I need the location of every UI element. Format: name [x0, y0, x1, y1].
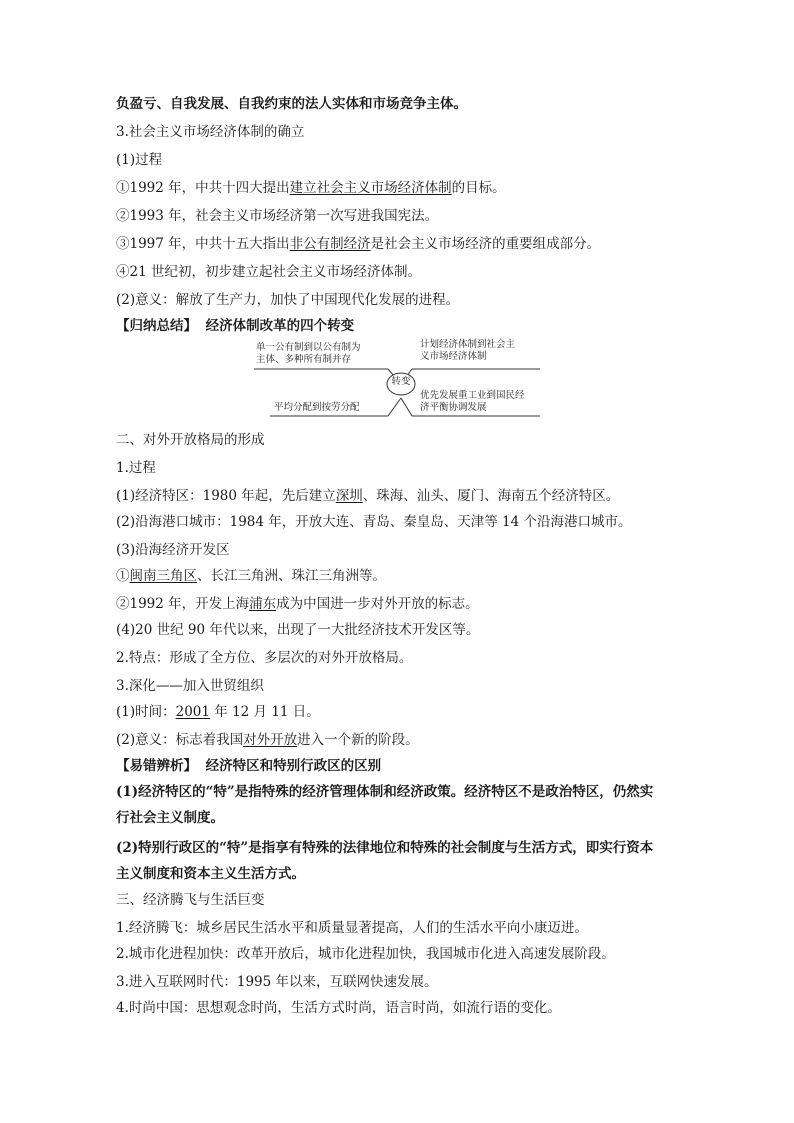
- label-line: 优先发展重工业到国民经: [420, 390, 525, 401]
- text: 、长江三角洲、珠江三角洲等。: [197, 568, 386, 584]
- underlined-keyword: 非公有制经济: [289, 236, 371, 252]
- list-item-fashion: [116, 998, 686, 1018]
- label-ownership: [256, 342, 361, 366]
- list-item-wto: [116, 676, 686, 696]
- list-item-pudong: [116, 594, 686, 614]
- section-heading-2: [116, 430, 686, 450]
- section-heading-3-growth: [116, 890, 686, 910]
- section-heading-3: [116, 122, 686, 142]
- label-development: [420, 390, 525, 414]
- text: 的目标。: [451, 180, 506, 196]
- list-item-1992: [116, 178, 686, 198]
- text: ②1993 年，社会主义市场经济第一次写进我国宪法。: [116, 208, 439, 224]
- text: 1.经济腾飞：城乡居民生活水平和质量显著提高，人们的生活水平向小康迈进。: [116, 920, 588, 936]
- text: ①1992 年，中共十四大提出: [116, 180, 290, 196]
- distinction-paragraph-1: [116, 782, 686, 802]
- text: 二、对外开放格局的形成: [116, 432, 265, 448]
- text: (2)沿海港口城市：1984 年，开放大连、青岛、秦皇岛、天津等 14 个沿海港口城市。: [116, 514, 632, 530]
- text: (4)20 世纪 90 年代以来，出现了一大批经济技术开发区等。: [116, 622, 480, 638]
- text: 3.进入互联网时代：1995 年以来，互联网快速发展。: [116, 974, 438, 990]
- label-line: 平均分配到按劳分配: [274, 402, 360, 413]
- text: (2)特别行政区的“特”是指享有特殊的法律地位和特殊的社会制度与生活方式，即实行资本: [116, 840, 654, 856]
- list-item-deltas: [116, 566, 686, 586]
- text: (1)时间：: [116, 704, 176, 720]
- label-line: 义市场经济体制: [420, 351, 487, 362]
- text: 2.城市化进程加快：改革开放后，城市化进程加快，我国城市化进入高速发展阶段。: [116, 946, 615, 962]
- text: ②1992 年，开发上海: [116, 596, 250, 612]
- list-item-economy: [116, 918, 686, 938]
- list-item-time: [116, 702, 686, 722]
- text: (1)过程: [116, 152, 163, 168]
- text: (2)意义：解放了生产力，加快了中国现代化发展的进程。: [116, 292, 460, 308]
- text: 负盈亏、自我发展、自我约束的法人实体和市场竞争主体。: [116, 96, 467, 112]
- text: 年 12 月 11 日。: [209, 704, 320, 720]
- text: 3.社会主义市场经济体制的确立: [116, 124, 305, 140]
- list-item-1993: [116, 206, 686, 226]
- text: (1)经济特区：1980 年起，先后建立: [116, 488, 336, 504]
- text: (1)经济特区的“特”是指特殊的经济管理体制和经济政策。经济特区不是政治特区，仍然实: [116, 784, 654, 800]
- underlined-keyword: 建立社会主义市场经济体制: [289, 180, 452, 196]
- list-item-coastal-zones: [116, 540, 686, 560]
- list-item-meaning: [116, 730, 686, 750]
- underlined-keyword: 2001: [175, 704, 210, 720]
- underlined-keyword: 浦东: [249, 596, 277, 612]
- text: ①: [116, 568, 130, 584]
- text: (2)意义：标志着我国: [116, 732, 244, 748]
- text: ④21 世纪初，初步建立起社会主义市场经济体制。: [116, 264, 421, 280]
- list-item-features: [116, 648, 686, 668]
- text: 主义制度和资本主义生活方式。: [116, 866, 305, 882]
- text: 成为中国进一步对外开放的标志。: [276, 596, 479, 612]
- list-item-1997: [116, 234, 686, 254]
- underlined-keyword: 深圳: [335, 488, 363, 504]
- text: 3.深化——加入世贸组织: [116, 678, 264, 694]
- distinction-tag: 【易错辨析】: [116, 758, 197, 774]
- text: ③1997 年，中共十五大指出: [116, 236, 290, 252]
- list-item-internet: [116, 972, 686, 992]
- reform-transition-diagram: [250, 336, 545, 420]
- distinction-paragraph-2-cont: [116, 864, 686, 884]
- list-item-significance: [116, 290, 686, 310]
- underlined-keyword: 对外开放: [243, 732, 298, 748]
- text: 经济体制改革的四个转变: [205, 318, 355, 334]
- paragraph-continuation: [116, 94, 686, 114]
- list-item-coastal-cities: [116, 512, 686, 532]
- label-line: 济平衡协调发展: [420, 402, 487, 413]
- text: 、珠海、汕头、厦门、海南五个经济特区。: [362, 488, 620, 504]
- text: 2.特点：形成了全方位、多层次的对外开放格局。: [116, 650, 413, 666]
- text: 三、经济腾飞与生活巨变: [116, 892, 265, 908]
- underlined-keyword: 闽南三角区: [129, 568, 197, 584]
- distinction-paragraph-2: [116, 838, 686, 858]
- summary-heading: [116, 316, 686, 336]
- text: 1.过程: [116, 460, 156, 476]
- text: 4.时尚中国：思想观念时尚，生活方式时尚，语言时尚，如流行语的变化。: [116, 1000, 561, 1016]
- center-label: 转变: [391, 376, 411, 387]
- summary-tag: 【归纳总结】: [116, 318, 197, 334]
- list-item-dev-zones: [116, 620, 686, 640]
- distinction-heading: [116, 756, 686, 776]
- text: 进入一个新的阶段。: [297, 732, 419, 748]
- text: (3)沿海经济开发区: [116, 542, 230, 558]
- list-item-sez: [116, 486, 686, 506]
- text: 行社会主义制度。: [116, 810, 224, 826]
- list-item-21st-century: [116, 262, 686, 282]
- label-line: 主体、多种所有制并存: [256, 354, 352, 365]
- subheading-process: [116, 150, 686, 170]
- text: 经济特区和特别行政区的区别: [205, 758, 382, 774]
- label-distribution: [274, 402, 360, 414]
- distinction-paragraph-1-cont: [116, 808, 686, 828]
- label-line: 计划经济体制到社会主: [420, 339, 516, 350]
- subheading-process: [116, 458, 686, 478]
- text: 是社会主义市场经济的重要组成部分。: [370, 236, 601, 252]
- label-line: 单一公有制到以公有制为: [256, 342, 361, 353]
- label-economic-system: [420, 339, 515, 363]
- list-item-urbanization: [116, 944, 686, 964]
